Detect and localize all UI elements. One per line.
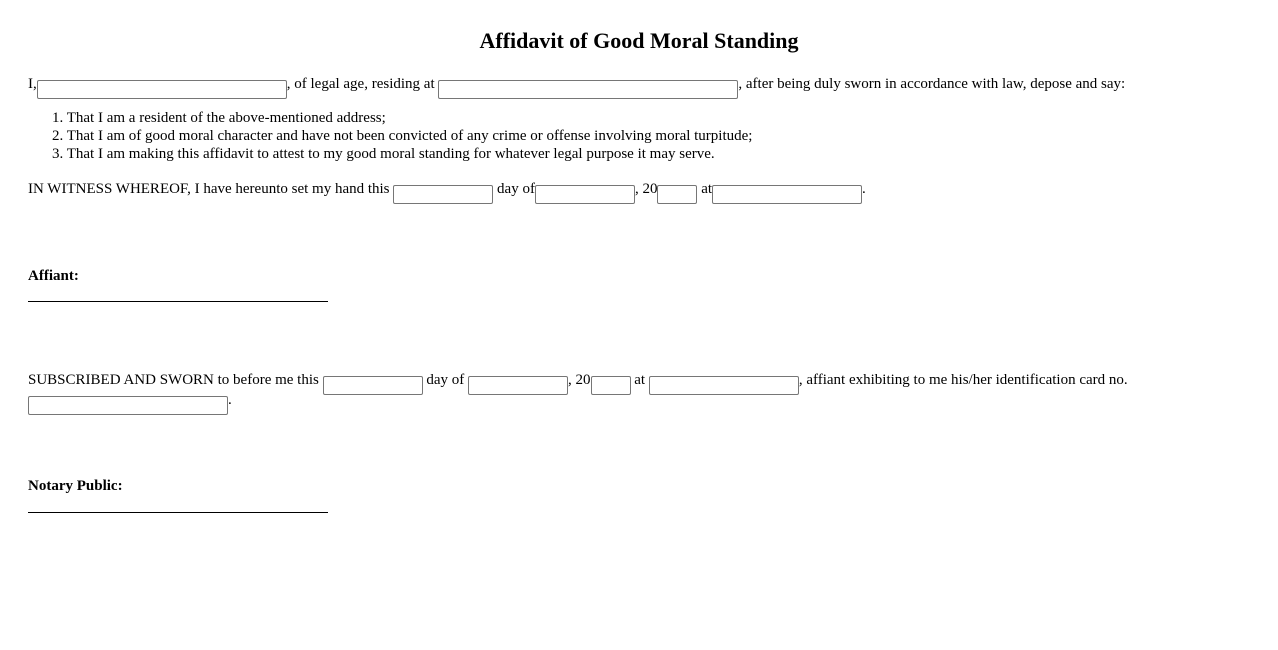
list-item: 3. That I am making this affidavit to attest to my good moral standing for whatever legal purpose it may serve. xyxy=(52,146,715,162)
sworn-day-input[interactable] xyxy=(323,376,423,395)
sworn-end: . xyxy=(228,392,232,408)
intro-line xyxy=(28,74,1125,99)
intro-after-address: , after being duly sworn in accordance with law, depose and say: xyxy=(738,76,1126,92)
witness-day-input[interactable] xyxy=(393,185,493,204)
statements-list xyxy=(52,109,752,163)
sworn-place-input[interactable] xyxy=(649,376,799,395)
notary-signature-line xyxy=(28,512,328,513)
witness-year-input[interactable] xyxy=(657,185,697,204)
sworn-after-place: , affiant exhibiting to me his/her identification card no. xyxy=(798,372,1128,388)
statement-text: That I am of good moral character and have not been convicted of any crime or offense involving moral turpitude; xyxy=(66,128,753,144)
id-card-number-input[interactable] xyxy=(28,396,228,415)
statement-text: That I am making this affidavit to attest to my good moral standing for whatever legal purpose it may serve. xyxy=(66,146,715,162)
witness-place-input[interactable] xyxy=(712,185,862,204)
witness-month-input[interactable] xyxy=(535,185,635,204)
sworn-prefix: SUBSCRIBED AND SWORN xyxy=(28,372,214,388)
sworn-year-input[interactable] xyxy=(591,376,631,395)
witness-end: . xyxy=(862,181,866,197)
notary-label: Notary Public: xyxy=(28,478,123,494)
affiant-label: Affiant: xyxy=(28,268,79,284)
sworn-to-before: to before me this xyxy=(217,372,319,388)
witness-year-prefix: , 20 xyxy=(634,181,658,197)
sworn-year-prefix: , 20 xyxy=(568,372,591,388)
intro-prefix: I, xyxy=(28,76,37,92)
page-title: Affidavit of Good Moral Standing xyxy=(479,28,799,53)
list-item: 1. That I am a resident of the above-mentioned address; xyxy=(52,110,386,126)
affiant-signature-line xyxy=(28,301,328,302)
witness-prefix: IN WITNESS WHEREOF, I have hereunto set my hand this xyxy=(28,181,390,197)
sworn-day-of: day of xyxy=(426,372,465,388)
witness-day-of: day of xyxy=(497,181,535,197)
sworn-month-input[interactable] xyxy=(468,376,568,395)
affiant-address-input[interactable] xyxy=(438,80,738,99)
list-item: 2. That I am of good moral character and have not been convicted of any crime or offense involving moral turpitude; xyxy=(52,128,753,144)
witness-at: at xyxy=(701,181,713,197)
intro-after-name: , of legal age, residing at xyxy=(286,76,435,92)
affiant-name-input[interactable] xyxy=(37,80,287,99)
statement-text: That I am a resident of the above-mentioned address; xyxy=(66,110,386,126)
id-card-line xyxy=(28,390,232,415)
sworn-at: at xyxy=(634,372,646,388)
witness-line xyxy=(28,179,866,204)
